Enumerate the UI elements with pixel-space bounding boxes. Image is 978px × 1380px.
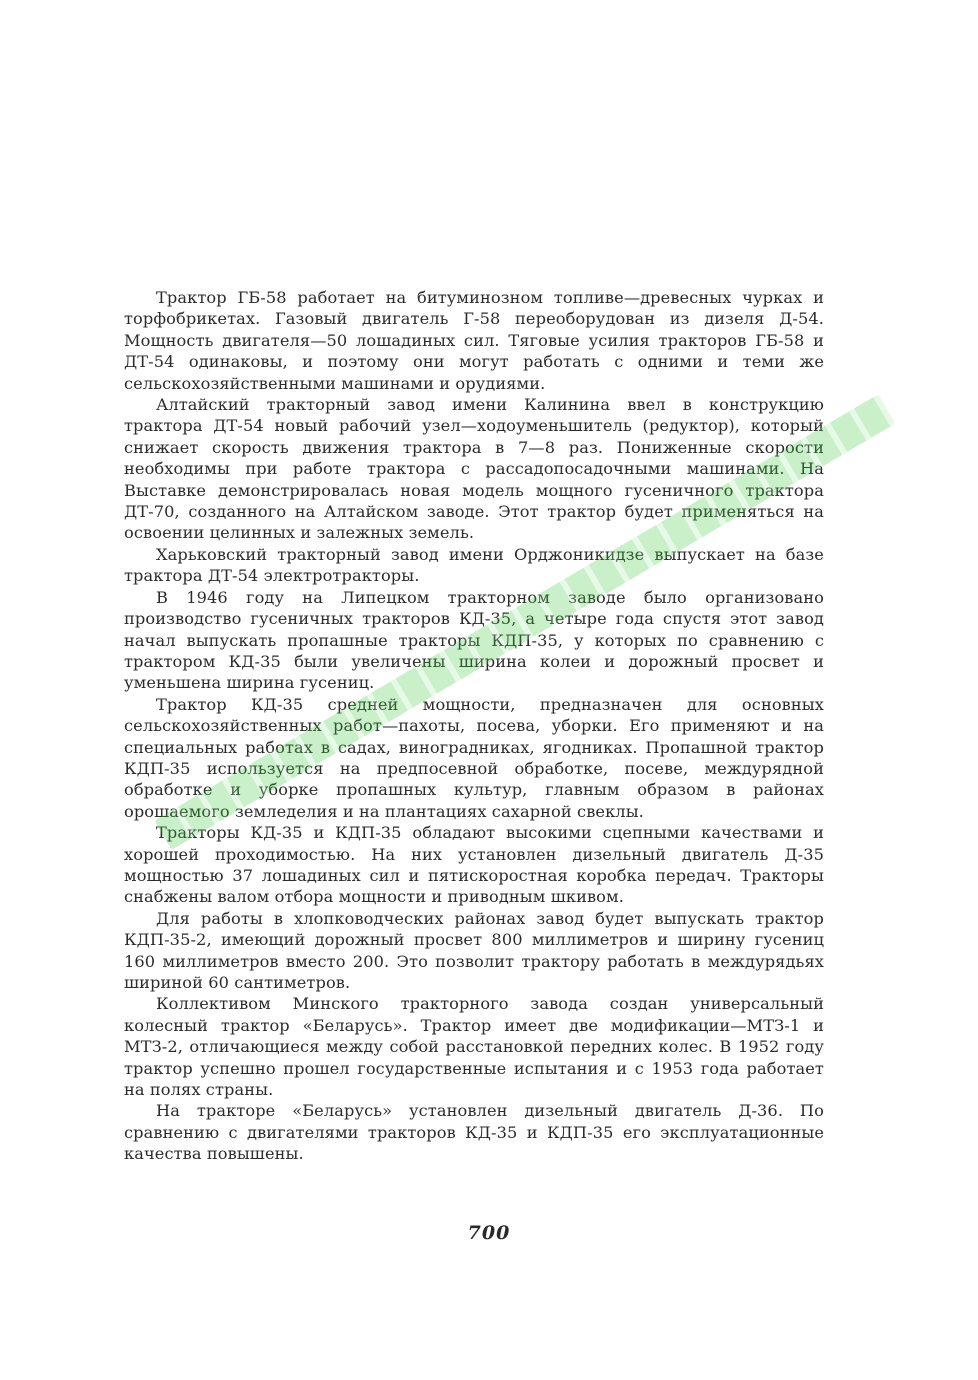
paragraph-9: На тракторе «Беларусь» установлен дизельный двигатель Д-36. По сравнению с двигателями тракторов КД-35 и КДП-35 его эксплуатационные качества повышены. bbox=[124, 1101, 824, 1164]
page-number: 700 bbox=[467, 1222, 511, 1244]
paragraph-7: Для работы в хлопководческих районах завод будет выпускать трактор КДП-35-2, имеющий дорожный просвет 800 миллиметров и ширину гусениц 160 миллиметров вместо 200. Это позволит трактору работать в междурядьях шириной 60 сантиметров. bbox=[124, 908, 824, 992]
paragraph-2: Алтайский тракторный завод имени Калинина ввел в конструкцию трактора ДТ-54 новый рабочий узел—ходоуменьшитель (редуктор), который снижает скорость движения трактора в 7—8 раз. Пониженные скорости необходимы при работе трактора с рассадопосадочными машинами. На Выставке демонстрировалась новая модель мощного гусеничного трактора ДТ-70, созданного на Алтайском заводе. Этот трактор будет применяться на освоении целинных и залежных земель. bbox=[124, 395, 824, 543]
paragraph-3: Харьковский тракторный завод имени Орджоникидзе выпускает на базе трактора ДТ-54 электротракторы. bbox=[124, 544, 824, 586]
paragraph-8: Коллективом Минского тракторного завода создан универсальный колесный трактор «Беларусь». Трактор имеет две модификации—МТЗ-1 и МТЗ-2, отличающиеся между собой расстановкой передних колес. В 1952 году трактор успешно прошел государственные испытания и с 1953 года работает на полях страны. bbox=[124, 994, 824, 1100]
paragraph-1: Трактор ГБ-58 работает на битуминозном топливе—древесных чурках и торфобрикетах. Газовый двигатель Г-58 переоборудован из дизеля Д-54. Мощность двигателя—50 лошадиных сил. Тяговые усилия тракторов ГБ-58 и ДТ-54 одинаковы, и поэтому они могут работать с одними и теми же сельскохозяйственными машинами и орудиями. bbox=[124, 288, 824, 393]
paragraph-4: В 1946 году на Липецком тракторном заводе было организовано производство гусеничных тракторов КД-35, а четыре года спустя этот завод начал выпускать пропашные тракторы КДП-35, у которых по сравнению с трактором КД-35 были увеличены ширина колеи и дорожный просвет и уменьшена ширина гусениц. bbox=[124, 587, 824, 693]
paragraph-6: Тракторы КД-35 и КДП-35 обладают высокими сцепными качествами и хорошей проходимостью. На них установлен дизельный двигатель Д-35 мощностью 37 лошадиных сил и пятискоростная коробка передач. Тракторы снабжены валом отбора мощности и приводным шкивом. bbox=[124, 823, 824, 907]
body-text bbox=[124, 287, 824, 1165]
paragraph-5: Трактор КД-35 средней мощности, предназначен для основных сельскохозяйственных работ—пахоты, посева, уборки. Его применяют и на специальных работах в садах, виноградниках, ягодниках. Пропашной трактор КДП-35 используется на предпосевной обработке, посеве, междурядной обработке и уборке пропашных культур, главным образом в районах орошаемого земледелия и на плантациях сахарной свеклы. bbox=[124, 694, 824, 821]
